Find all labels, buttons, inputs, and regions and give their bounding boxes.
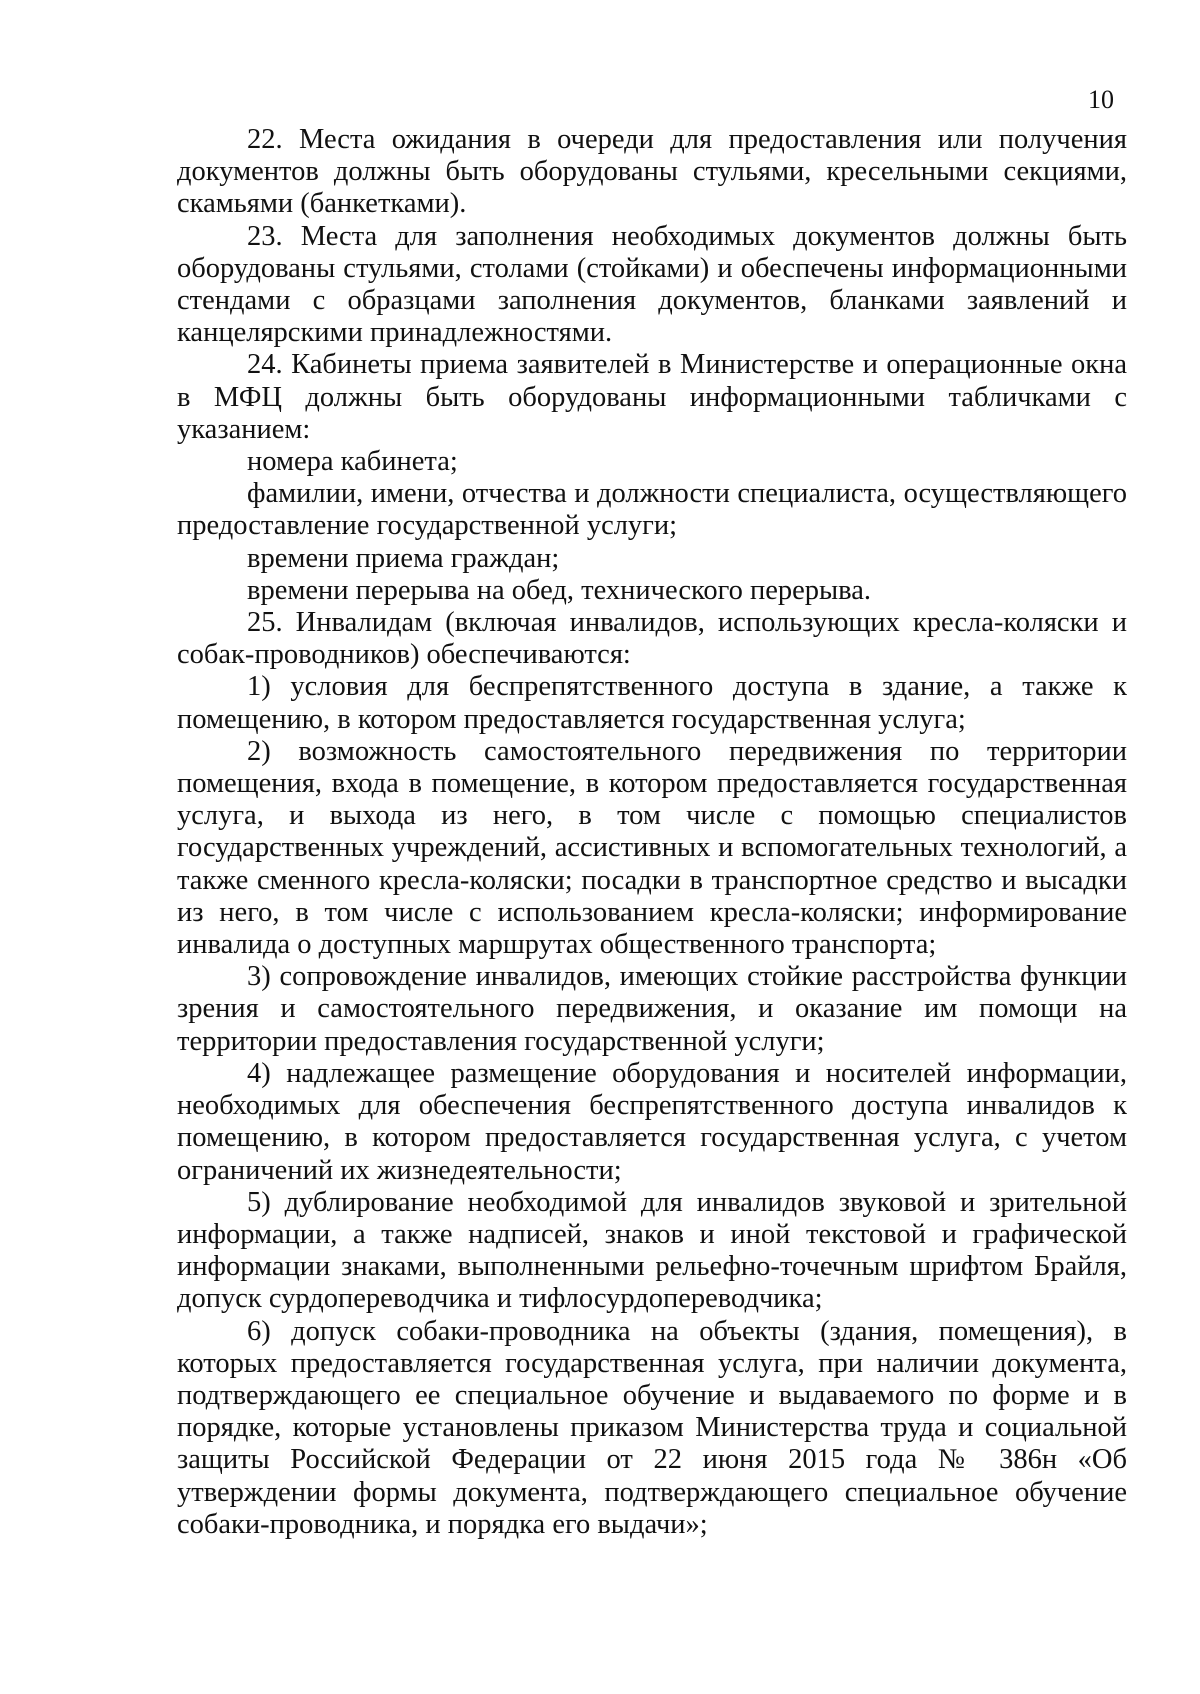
paragraph-23: 23. Места для заполнения необходимых документов должны быть оборудованы стульями, столами (стойками) и обеспечены информационными стендами с образцами заполнения документов, бланками заявлений и канцелярскими принадлежностями. bbox=[177, 220, 1127, 349]
list-item-1: 1) условия для беспрепятственного доступа в здание, а также к помещению, в котором предоставляется государственная услуга; bbox=[177, 671, 1127, 735]
list-item-specialist-name: фамилии, имени, отчества и должности специалиста, осуществляющего предоставление государственной услуги; bbox=[177, 478, 1127, 542]
paragraph-25: 25. Инвалидам (включая инвалидов, использующих кресла-коляски и собак-проводников) обеспечиваются: bbox=[177, 607, 1127, 671]
list-item-4: 4) надлежащее размещение оборудования и носителей информации, необходимых для обеспечения беспрепятственного доступа инвалидов к помещению, в котором предоставляется государственная услуга, с учетом ограничений их жизнедеятельности; bbox=[177, 1057, 1127, 1186]
list-item-6: 6) допуск собаки-проводника на объекты (здания, помещения), в которых предоставляется государственная услуга, при наличии документа, подтверждающего ее специальное обучение и выдаваемого по форме и в порядке, которые установлены приказом Министерства труда и социальной защиты Российской Федерации от 22 июня 2015 года № 386н «Об утверждении формы документа, подтверждающего специальное обучение собаки-проводника, и порядка его выдачи»; bbox=[177, 1315, 1127, 1540]
list-item-break-time: времени перерыва на обед, технического перерыва. bbox=[247, 574, 872, 606]
page-number: 10 bbox=[1088, 85, 1114, 114]
paragraph-22: 22. Места ожидания в очереди для предоставления или получения документов должны быть оборудованы стульями, кресельными секциями, скамьями (банкетками). bbox=[177, 124, 1127, 220]
list-item-reception-time: времени приема граждан; bbox=[247, 542, 560, 574]
paragraph-24: 24. Кабинеты приема заявителей в Министерстве и операционные окна в МФЦ должны быть оборудованы информационными табличками с указанием: bbox=[177, 349, 1127, 445]
document-body bbox=[177, 124, 1127, 1541]
list-item-2: 2) возможность самостоятельного передвижения по территории помещения, входа в помещение, в котором предоставляется государственная услуга, и выхода из него, в том числе с помощью специалистов государственных учреждений, ассистивных и вспомогательных технологий, а также сменного кресла-коляски; посадки в транспортное средство и высадки из него, в том числе с использованием кресла-коляски; информирование инвалида о доступных маршрутах общественного транспорта; bbox=[177, 735, 1127, 961]
list-item-3: 3) сопровождение инвалидов, имеющих стойкие расстройства функции зрения и самостоятельного передвижения, и оказание им помощи на территории предоставления государственной услуги; bbox=[177, 961, 1127, 1057]
list-item-cabinet-number: номера кабинета; bbox=[247, 446, 458, 478]
list-item-5: 5) дублирование необходимой для инвалидов звуковой и зрительной информации, а также надписей, знаков и иной текстовой и графической информации знаками, выполненными рельефно-точечным шрифтом Брайля, допуск сурдопереводчика и тифлосурдопереводчика; bbox=[177, 1186, 1127, 1315]
